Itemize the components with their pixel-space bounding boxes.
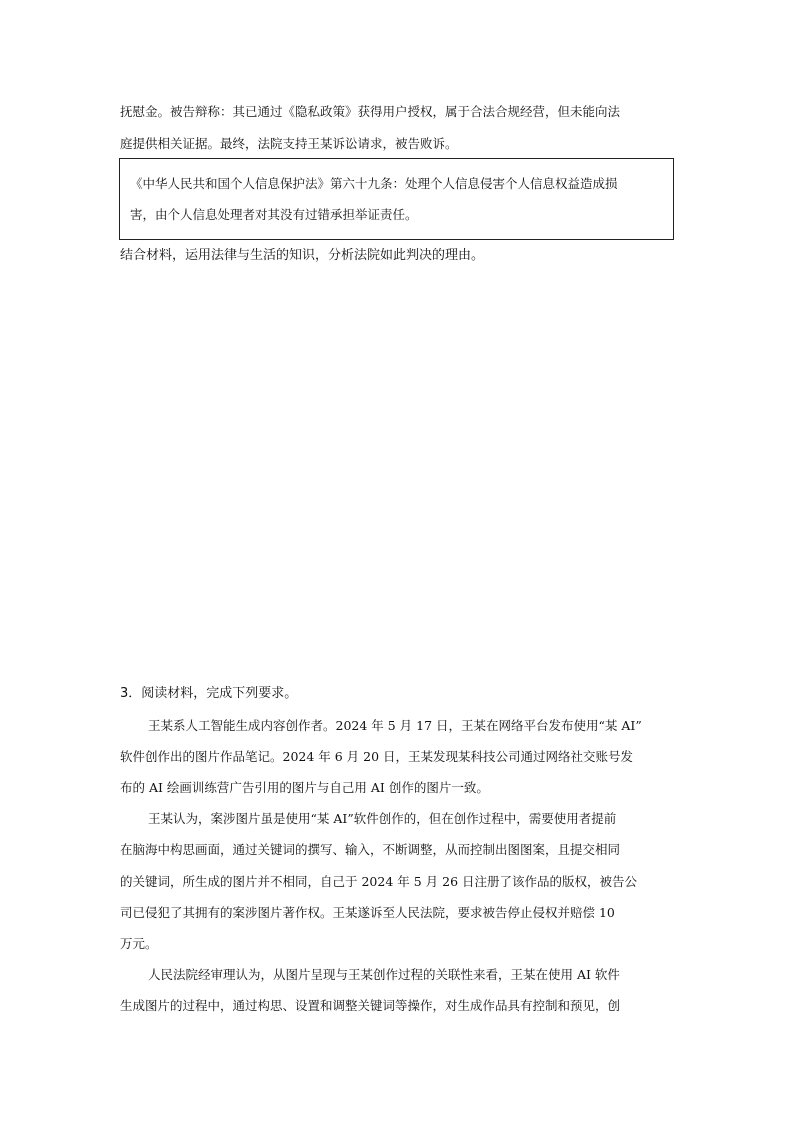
question-2-prompt: 结合材料，运用法律与生活的知识，分析法院如此判决的理由。	[120, 248, 485, 263]
paragraph-line: 在脑海中构思画面，通过关键词的撰写、输入，不断调整，从而控制出图图案，且提交相同	[120, 842, 621, 857]
law-quote-box	[119, 158, 674, 240]
law-quote-line: 害，由个人信息处理者对其没有过错承担举证责任。	[130, 207, 418, 222]
material-text-line: 庭提供相关证据。最终，法院支持王某诉讼请求，被告败诉。	[120, 136, 458, 151]
paragraph-line: 万元。	[120, 936, 158, 951]
question-3-title: 3．阅读材料，完成下列要求。	[120, 686, 298, 701]
paragraph-line: 人民法院经审理认为，从图片呈现与王某创作过程的关联性来看，王某在使用 AI 软件	[148, 967, 620, 982]
paragraph-line: 布的 AI 绘画训练营广告引用的图片与自己用 AI 创作的图片一致。	[120, 780, 489, 795]
paragraph-line: 王某认为，案涉图片虽是使用“某 AI”软件创作的，但在创作过程中，需要使用者提前	[148, 811, 617, 826]
paragraph-line: 王某系人工智能生成内容创作者。2024 年 5 月 17 日，王某在网络平台发布使用“某 AI”	[148, 718, 642, 733]
paragraph-line: 生成图片的过程中，通过构思、设置和调整关键词等操作，对生成作品具有控制和预见，创	[120, 998, 621, 1013]
paragraph-line: 司已侵犯了其拥有的案涉图片著作权。王某遂诉至人民法院，要求被告停止侵权并赔偿 10	[120, 905, 615, 920]
material-text-line: 抚慰金。被告辩称：其已通过《隐私政策》获得用户授权，属于合法合规经营，但未能向法	[120, 104, 621, 119]
paragraph-line: 软件创作出的图片作品笔记。2024 年 6 月 20 日，王某发现某科技公司通过网络社交账号发	[120, 749, 634, 764]
law-quote-line: 《中华人民共和国个人信息保护法》第六十九条：处理个人信息侵害个人信息权益造成损	[130, 176, 618, 191]
paragraph-line: 的关键词，所生成的图片并不相同，自己于 2024 年 5 月 26 日注册了该作品的版权，被告公	[120, 874, 638, 889]
